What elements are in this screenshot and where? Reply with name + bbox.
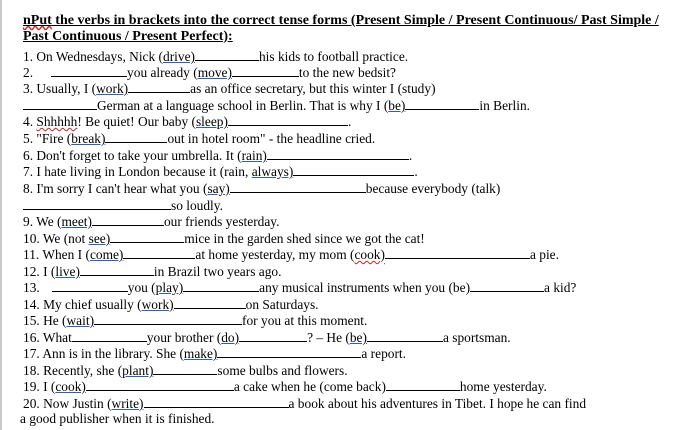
answer-blank[interactable] — [183, 278, 259, 292]
exercise-text: because everybody (talk) — [365, 181, 501, 196]
exercise-text: work) — [96, 81, 129, 96]
exercise-text: . — [347, 114, 352, 129]
exercise-text: 3. Usually, I ( — [23, 81, 97, 96]
exercise-text: make) — [183, 346, 218, 361]
answer-blank[interactable] — [386, 377, 460, 391]
exercise-text: work) — [141, 297, 174, 312]
exercise-line-7 — [23, 162, 418, 180]
exercise-text: your brother ( — [146, 330, 222, 345]
exercise-text: as an office secretary, but this winter I (study) — [190, 81, 436, 96]
exercise-text: be) — [349, 330, 367, 345]
exercise-text: wait) — [66, 313, 95, 328]
exercise-text: . — [408, 148, 413, 163]
exercise-text: you ( — [127, 280, 156, 295]
exercise-text: for you at this moment. — [242, 313, 368, 328]
exercise-text: a pie. — [529, 247, 559, 262]
answer-blank[interactable] — [52, 278, 128, 292]
answer-blank[interactable] — [239, 328, 307, 342]
exercise-text: 17. Ann is in the library. She ( — [23, 346, 184, 361]
exercise-text: rain) — [241, 148, 267, 163]
exercise-line-11 — [23, 245, 559, 263]
exercise-text: do) — [221, 330, 240, 345]
exercise-text: cook) — [55, 379, 86, 394]
exercise-text: 4. — [23, 114, 37, 129]
exercise-text: 16. What — [23, 330, 72, 345]
answer-blank[interactable] — [232, 63, 299, 77]
exercise-text: at home yesterday, my mom ( — [195, 247, 355, 262]
exercise-line-17 — [23, 344, 406, 362]
answer-blank[interactable] — [153, 361, 217, 375]
exercise-line-8 — [23, 179, 500, 197]
exercise-text: live) — [55, 264, 80, 279]
answer-blank[interactable] — [230, 179, 366, 193]
page-edge — [0, 0, 2, 430]
exercise-text: 6. Don't forget to take your umbrella. It ( — [23, 148, 242, 163]
exercise-text: drive) — [163, 49, 195, 64]
exercise-text: 14. My chief usually ( — [23, 297, 142, 312]
exercise-text: a cake when he (come back) — [233, 379, 386, 394]
exercise-text: meet) — [61, 214, 92, 229]
answer-blank[interactable] — [195, 47, 259, 61]
exercise-text: 12. I ( — [23, 264, 56, 279]
answer-blank[interactable] — [144, 394, 289, 408]
exercise-text: 20. Now Justin ( — [23, 396, 112, 411]
exercise-line-15 — [23, 311, 367, 329]
answer-blank[interactable] — [217, 344, 361, 358]
answer-blank[interactable] — [267, 146, 409, 160]
exercise-text: cook) — [354, 247, 385, 262]
answer-blank[interactable] — [72, 328, 147, 342]
exercise-text: our friends yesterday. — [163, 214, 280, 229]
exercise-text: in Brazil two years ago. — [153, 264, 282, 279]
exercise-text: in Berlin. — [479, 98, 530, 113]
answer-blank[interactable] — [86, 377, 234, 391]
exercise-text: see) — [88, 231, 111, 246]
exercise-line-4 — [23, 112, 351, 130]
title-first-word: nPut — [23, 13, 52, 28]
exercise-text: break) — [71, 131, 106, 146]
answer-blank[interactable] — [405, 96, 479, 110]
answer-blank[interactable] — [92, 212, 164, 226]
exercise-text: say) — [207, 181, 230, 196]
exercise-text: to the new bedsit? — [298, 65, 396, 80]
answer-blank[interactable] — [128, 79, 190, 93]
exercise-line-20-cont — [20, 411, 215, 427]
exercise-text: you already ( — [127, 65, 198, 80]
exercise-text: Shhhhh — [36, 114, 78, 129]
exercise-text: German at a language school in Berlin. That is why I ( — [97, 98, 389, 113]
exercise-text: so loudly. — [171, 198, 223, 213]
exercise-line-20 — [23, 394, 586, 412]
exercise-text: 18. Recently, she ( — [23, 363, 123, 378]
answer-blank[interactable] — [228, 112, 348, 126]
answer-blank[interactable] — [80, 262, 154, 276]
exercise-text: plant) — [122, 363, 154, 378]
answer-blank[interactable] — [293, 162, 414, 176]
answer-blank[interactable] — [174, 295, 246, 309]
exercise-text: 8. I'm sorry I can't hear what you ( — [23, 181, 208, 196]
exercise-text: . — [414, 164, 418, 179]
exercise-text: 7. I hate living in London because it (rain, — [23, 164, 252, 179]
exercise-text: 5. "Fire ( — [23, 131, 72, 146]
answer-blank[interactable] — [105, 129, 167, 143]
exercise-text: 1. On Wednesdays, Nick ( — [23, 49, 163, 64]
exercise-text: be) — [388, 98, 406, 113]
exercise-text: move) — [197, 65, 232, 80]
exercise-text: his kids to football practice. — [258, 49, 409, 64]
exercise-text: a kid? — [544, 280, 577, 295]
exercise-text: play) — [155, 280, 184, 295]
exercise-text: 2. — [23, 65, 34, 80]
exercise-text: ! Be quiet! Our baby ( — [77, 114, 196, 129]
exercise-text: a report. — [361, 346, 407, 361]
exercise-text: a book about his adventures in Tibet. I hope he can find — [288, 396, 587, 411]
exercise-text: mice in the garden shed since we got the cat! — [184, 231, 425, 246]
exercise-text: any musical instruments when you (be) — [259, 280, 471, 295]
exercise-text: 19. I ( — [23, 379, 56, 394]
answer-blank[interactable] — [23, 96, 97, 110]
answer-blank[interactable] — [385, 245, 530, 259]
exercise-line-5 — [23, 129, 375, 147]
answer-blank[interactable] — [470, 278, 544, 292]
exercise-line-13 — [23, 278, 576, 296]
exercise-line-9 — [23, 212, 279, 230]
exercise-text: always) — [251, 164, 294, 179]
exercise-text: 15. He ( — [23, 313, 67, 328]
title-text: the verbs in brackets into the correct tense forms (Present Simple / Present Continuous/ Past Simple / Past Continuous / Present Perfect): — [23, 13, 659, 44]
exercise-text: sleep) — [195, 114, 228, 129]
exercise-text: some bulbs and flowers. — [217, 363, 348, 378]
exercise-text: home yesterday. — [459, 379, 547, 394]
exercise-line-3 — [23, 79, 436, 97]
exercise-text: ? – He ( — [307, 330, 350, 345]
exercise-text: 11. When I ( — [23, 247, 90, 262]
exercise-text: on Saturdays. — [245, 297, 319, 312]
exercise-text: 13. — [23, 280, 40, 295]
exercise-line-19 — [23, 377, 547, 395]
exercise-text: 10. We (not — [23, 231, 89, 246]
exercise-text: write) — [111, 396, 144, 411]
answer-blank[interactable] — [367, 328, 443, 342]
exercise-title — [23, 13, 683, 45]
answer-blank[interactable] — [110, 229, 184, 243]
answer-blank[interactable] — [94, 311, 242, 325]
exercise-text: a good publisher when it is finished. — [20, 411, 215, 426]
exercise-text: come) — [89, 247, 124, 262]
answer-blank[interactable] — [23, 196, 171, 210]
exercise-text: a sportsman. — [442, 330, 511, 345]
exercise-text: out in hotel room" - the headline cried. — [167, 131, 376, 146]
answer-blank[interactable] — [51, 63, 127, 77]
exercise-text: 9. We ( — [23, 214, 62, 229]
answer-blank[interactable] — [123, 245, 195, 259]
